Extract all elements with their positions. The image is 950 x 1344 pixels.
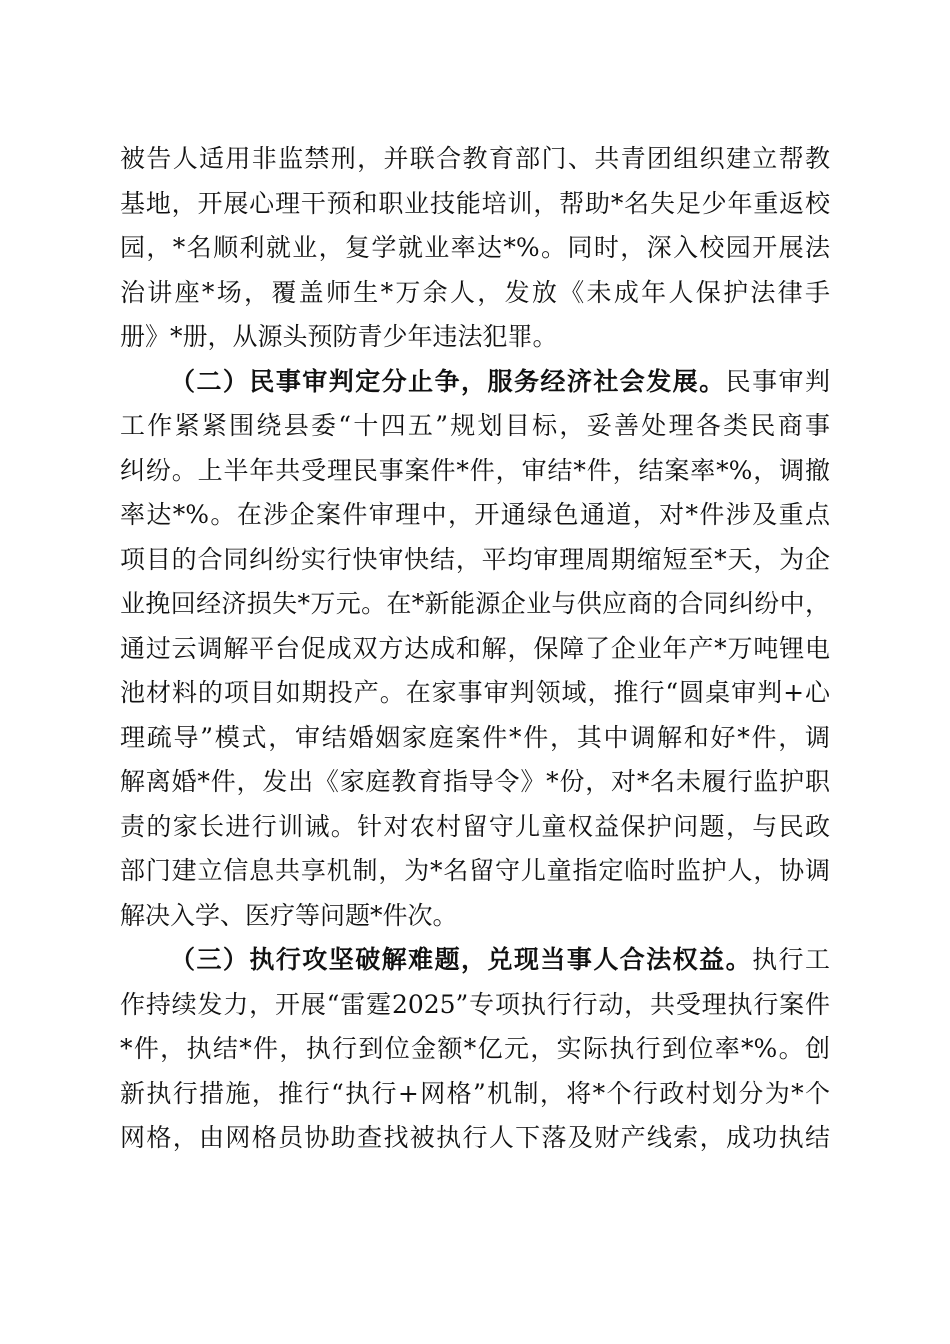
text-line: 率达*%。在涉企案件审理中，开通绿色通道，对*件涉及重点	[120, 500, 830, 529]
text-line: 理疏导”模式，审结婚姻家庭案件*件，其中调解和好*件，调	[120, 722, 830, 752]
text-fragment: 执行工	[752, 945, 830, 974]
paragraph-enforcement	[120, 938, 830, 1161]
text-line: 新执行措施，推行“执行+网格”机制，将*个行政村划分为*个	[120, 1078, 830, 1108]
text-line: 业挽回经济损失*万元。在*新能源企业与供应商的合同纠纷中，	[120, 589, 830, 618]
text-line: 工作紧紧围绕县委“十四五”规划目标，妥善处理各类民商事	[120, 411, 830, 440]
section-heading-enforcement: （三）执行攻坚破解难题，兑现当事人合法权益。	[170, 945, 753, 974]
text-line: 通过云调解平台促成双方达成和解，保障了企业年产*万吨锂电	[120, 633, 830, 663]
paragraph-juvenile-protection	[120, 137, 830, 360]
text-line: 册》*册，从源头预防青少年违法犯罪。	[120, 322, 558, 351]
text-line: 网格，由网格员协助查找被执行人下落及财产线索，成功执结	[120, 1123, 830, 1152]
text-line: 基地，开展心理干预和职业技能培训，帮助*名失足少年重返校	[120, 188, 830, 218]
section-heading-civil-trial: （二）民事审判定分止争，服务经济社会发展。	[170, 366, 726, 396]
text-line: 池材料的项目如期投产。在家事审判领域，推行“圆桌审判+心	[120, 678, 830, 707]
text-fragment: 民事审判	[725, 366, 830, 396]
text-line	[120, 938, 830, 983]
text-line: 部门建立信息共享机制，为*名留守儿童指定临时监护人，协调	[120, 856, 830, 885]
text-line: 园，*名顺利就业，复学就业率达*%。同时，深入校园开展法	[120, 233, 830, 262]
text-line: 解离婚*件，发出《家庭教育指导令》*份，对*名未履行监护职	[120, 767, 830, 796]
text-line: 纠纷。上半年共受理民事案件*件，审结*件，结案率*%，调撤	[120, 455, 830, 485]
text-line: *件，执结*件，执行到位金额*亿元，实际执行到位率*%。创	[120, 1034, 830, 1063]
text-line	[120, 360, 830, 405]
paragraph-civil-trial	[120, 360, 830, 939]
text-line: 责的家长进行训诫。针对农村留守儿童权益保护问题，与民政	[120, 811, 830, 841]
text-line: 作持续发力，开展“雷霆2025”专项执行行动，共受理执行案件	[120, 989, 830, 1019]
text-line: 项目的合同纠纷实行快审快结，平均审理周期缩短至*天，为企	[120, 544, 830, 574]
text-line: 解决入学、医疗等问题*件次。	[120, 900, 458, 930]
text-line: 治讲座*场，覆盖师生*万余人，发放《未成年人保护法律手	[120, 277, 830, 307]
text-line: 被告人适用非监禁刑，并联合教育部门、共青团组织建立帮教	[120, 144, 830, 173]
document-body	[120, 137, 830, 1161]
